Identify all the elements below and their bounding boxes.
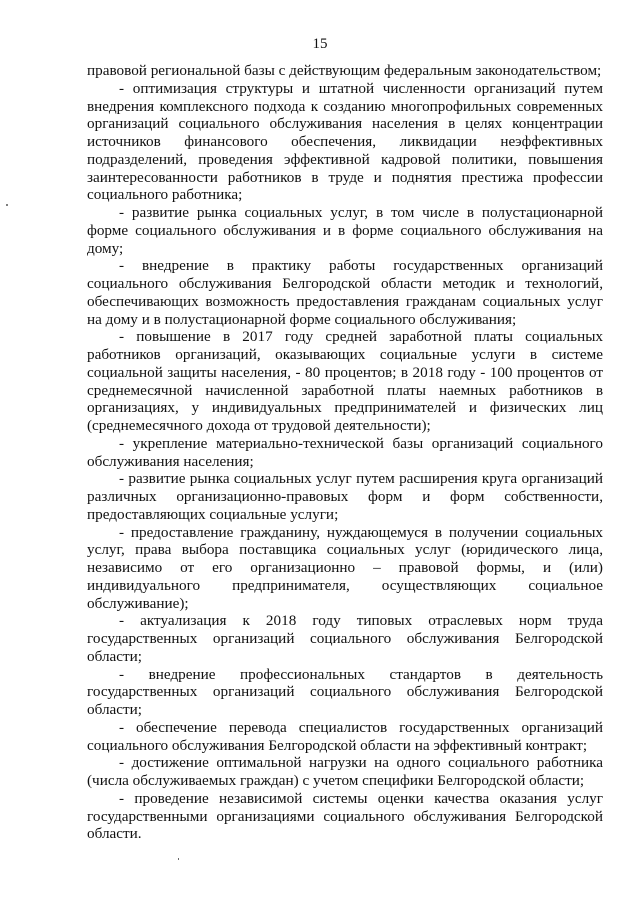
scan-speck	[6, 204, 8, 206]
list-item-methods-introduction: - внедрение в практику работы государственных организаций социального обслуживания Белгородской области методик и технологий, обеспечивающих возможность предоставления гражданам социальных услуг на дому и в полустационарной форме социального обслуживания;	[87, 257, 603, 328]
list-item-optimal-workload: - достижение оптимальной нагрузки на одного социального работника (числа обслуживаемых граждан) с учетом специфики Белгородской области;	[87, 754, 603, 789]
list-item-provider-choice: - предоставление гражданину, нуждающемуся в получении социальных услуг, права выбора поставщика социальных услуг (юридического лица, независимо от его организационно – правовой формы, и (или) индивидуального предпринимателя, осуществляющих социальное обслуживание);	[87, 523, 603, 612]
page-number: 15	[312, 36, 328, 52]
list-item-services-market: - развитие рынка социальных услуг, в том числе в полустационарной форме социального обслуживания и в форме социального обслуживания на дому;	[87, 204, 603, 257]
paragraph-continuation: правовой региональной базы с действующим федеральным законодательством;	[87, 62, 602, 79]
list-item-material-base: - укрепление материально-технической базы организаций социального обслуживания населения;	[87, 434, 603, 470]
list-item-effective-contract: - обеспечение перевода специалистов государственных организаций социального обслуживания Белгородской области на эффективный контракт;	[87, 718, 603, 754]
list-item-labor-norms: - актуализация к 2018 году типовых отраслевых норм труда государственных организаций социального обслуживания Белгородской области;	[87, 612, 603, 665]
list-item-market-expansion: - развитие рынка социальных услуг путем расширения круга организаций различных организационно-правовых форм и форм собственности, предоставляющих социальные услуги;	[87, 470, 603, 523]
list-item-structure-optimization: - оптимизация структуры и штатной численности организаций путем внедрения комплексного подхода к созданию многопрофильных современных организаций социального обслуживания населения в целях концентрации источников финансового обеспечения, ликвидации неэффективных подразделений, проведения эффективной кадровой политики, повышения заинтересованности работников в труде и поднятия престижа профессии социального работника;	[87, 79, 603, 204]
body-text	[87, 62, 603, 843]
list-item-professional-standards: - внедрение профессиональных стандартов в деятельность государственных организаций социального обслуживания Белгородской области;	[87, 665, 603, 718]
list-item-salary-increase: - повышение в 2017 году средней заработной платы социальных работников организаций, оказывающих социальные услуги в системе социальной защиты населения, - 80 процентов; в 2018 году - 100 процентов от среднемесячной начисленной заработной платы наемных работников в организациях, у индивидуальных предпринимателей и физических лиц (среднемесячного дохода от трудовой деятельности);	[87, 328, 603, 434]
scan-speck	[178, 858, 179, 860]
list-item-quality-assessment: - проведение независимой системы оценки качества оказания услуг государственными организациями социального обслуживания Белгородской области.	[87, 789, 603, 843]
